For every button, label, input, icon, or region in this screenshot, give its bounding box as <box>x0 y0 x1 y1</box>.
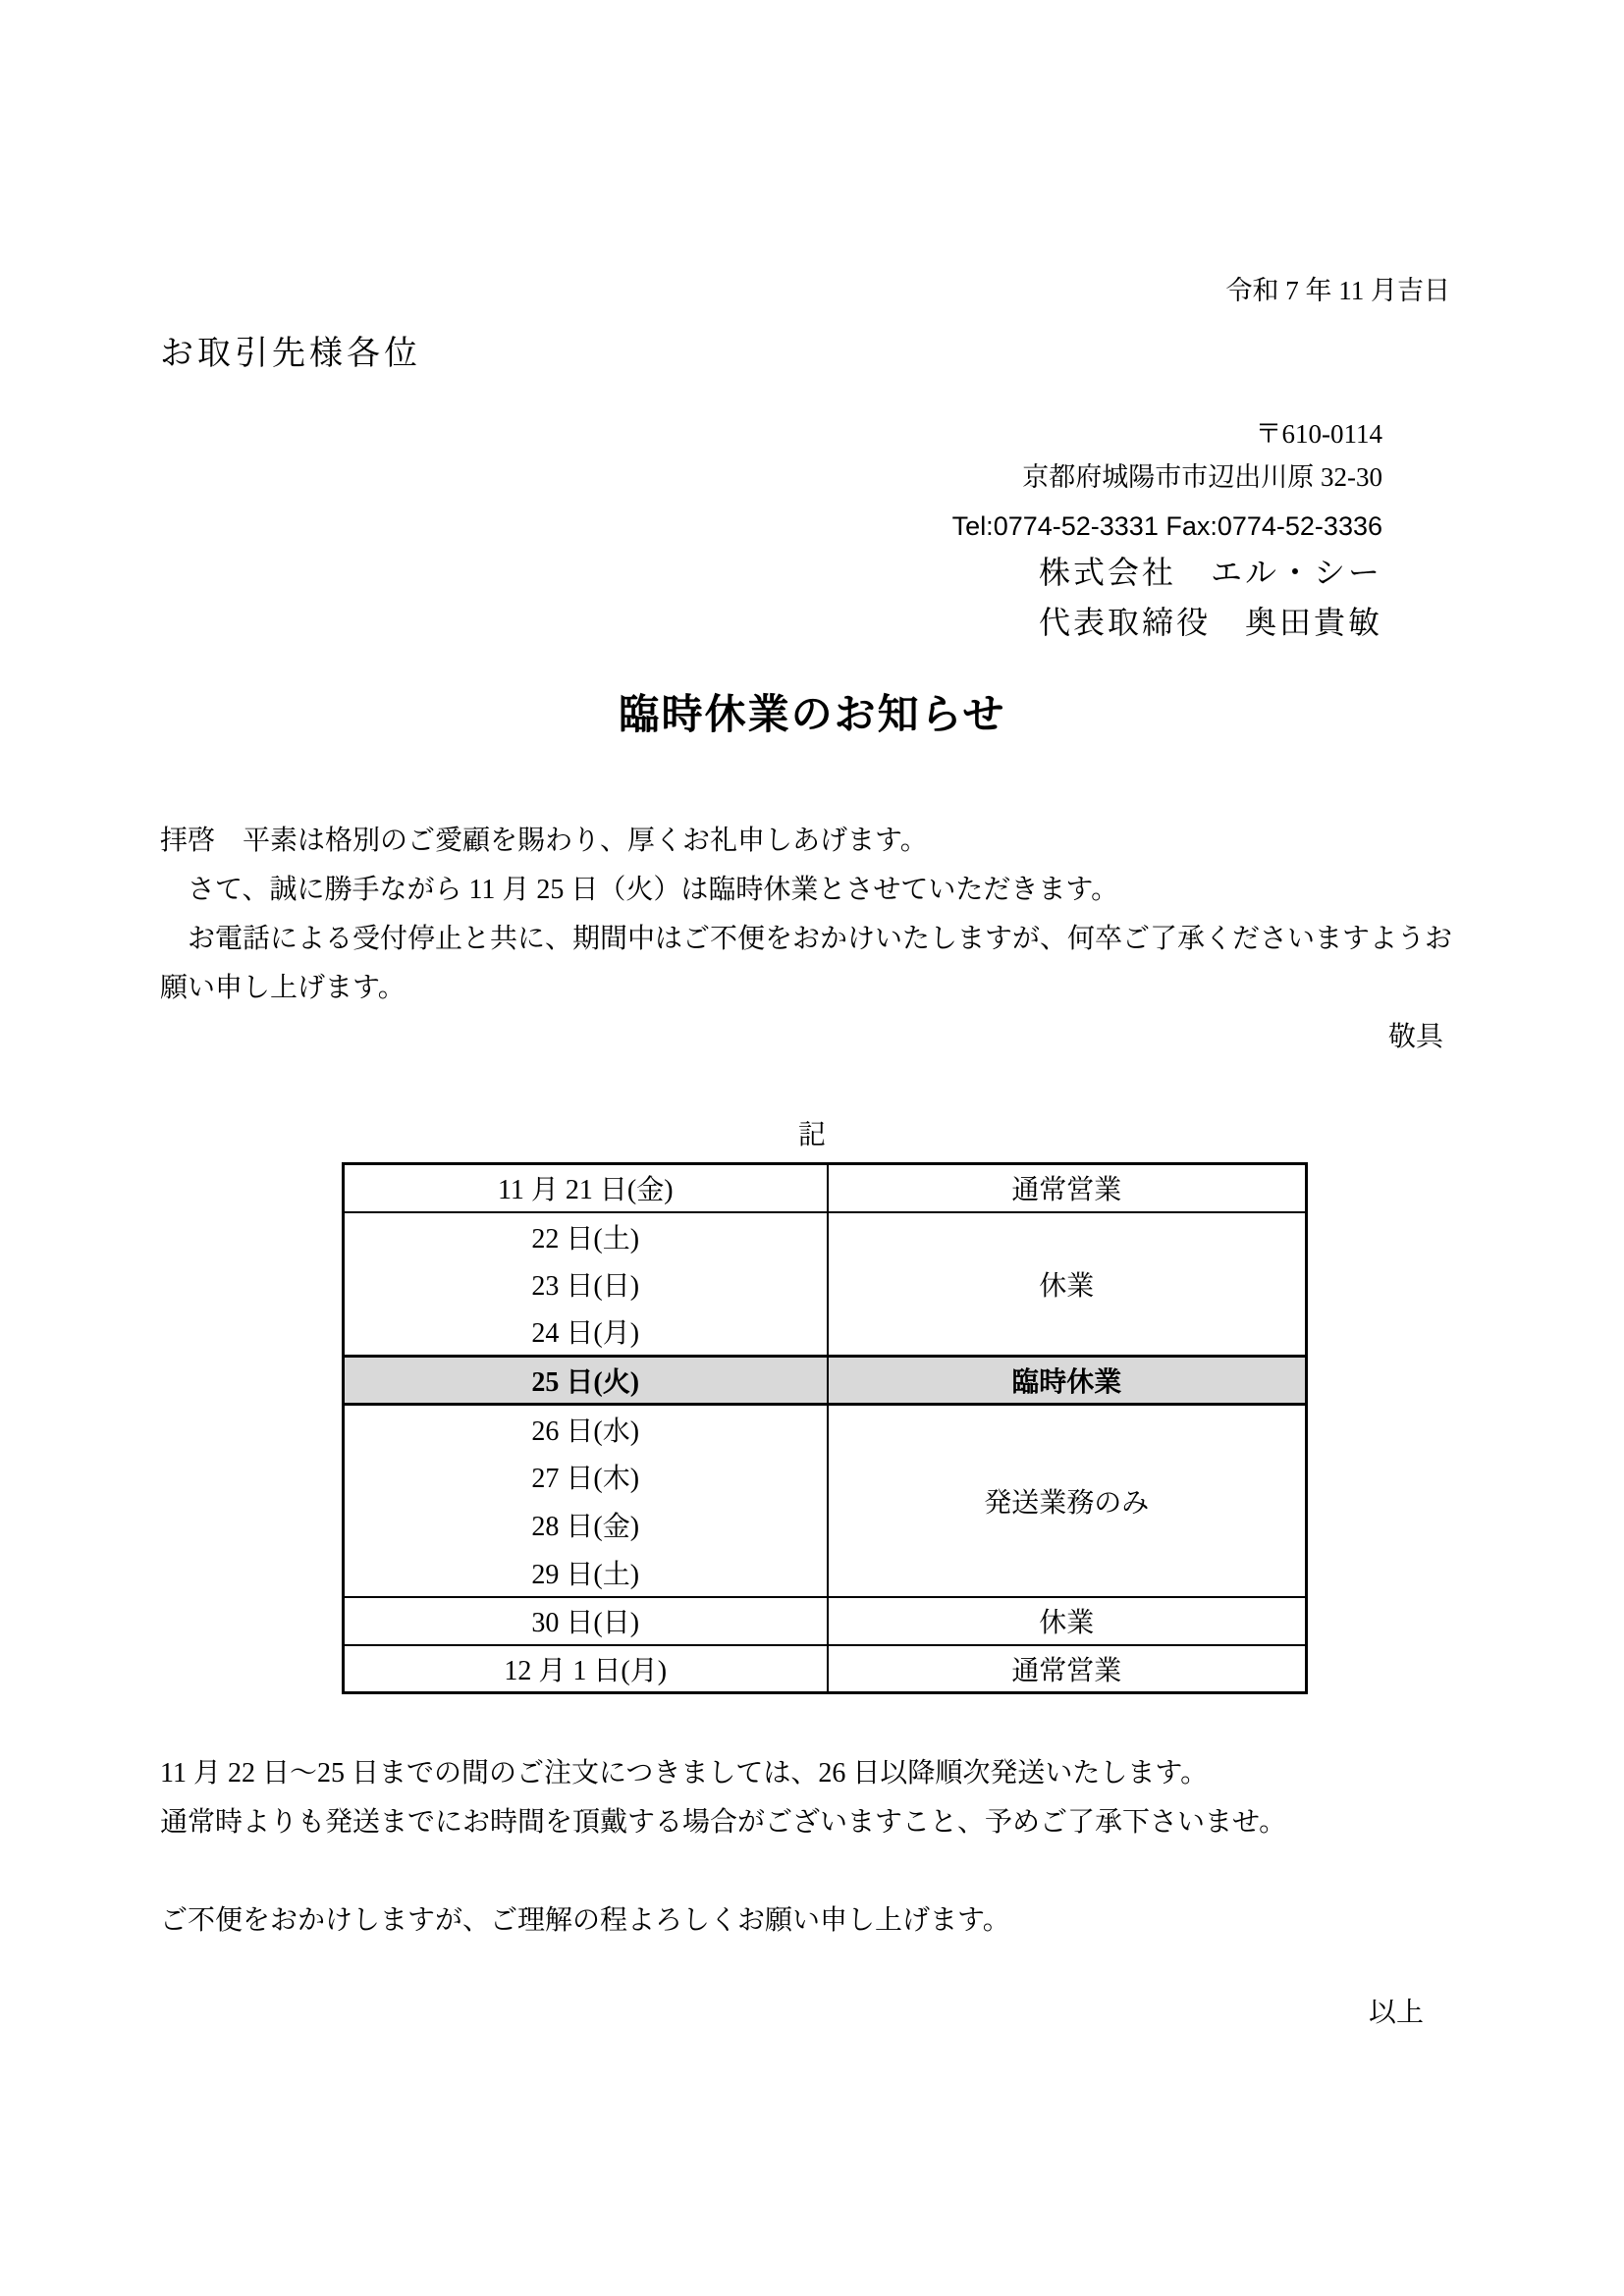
schedule-date-cell: 26 日(水) <box>344 1405 828 1453</box>
sender-postal-code: 〒610-0114 <box>1255 419 1382 449</box>
schedule-status-cell: 休業 <box>828 1597 1307 1645</box>
note-paragraph-2: 通常時よりも発送までにお時間を頂戴する場合がございますこと、予めご了承下さいませ。 <box>160 1807 1287 1838</box>
document-title: 臨時休業のお知らせ <box>618 693 1006 738</box>
schedule-date-cell: 29 日(土) <box>344 1549 828 1597</box>
body-paragraph-1: 拝啓 平素は格別のご愛顧を賜わり、厚くお礼申しあげます。 <box>160 826 928 856</box>
body-block <box>160 817 1464 1013</box>
schedule-status-cell: 臨時休業 <box>828 1357 1307 1405</box>
schedule-date-cell: 11 月 21 日(金) <box>344 1164 828 1212</box>
sender-block <box>160 412 1464 648</box>
schedule-date-cell: 22 日(土) <box>344 1212 828 1260</box>
schedule-table-body <box>344 1164 1307 1693</box>
schedule-row <box>344 1212 1307 1260</box>
schedule-date-cell: 24 日(月) <box>344 1308 828 1357</box>
schedule-row <box>344 1357 1307 1405</box>
schedule-status-cell: 通常営業 <box>828 1645 1307 1693</box>
body-paragraph-2: さて、誠に勝手ながら 11 月 25 日（火）は臨時休業とさせていただきます。 <box>160 875 1119 905</box>
final-note: ご不便をおかけしますが、ご理解の程よろしくお願い申し上げます。 <box>160 1905 1010 1936</box>
sender-address: 京都府城陽市市辺出川原 32-30 <box>1022 462 1382 492</box>
schedule-date-cell: 30 日(日) <box>344 1597 828 1645</box>
sender-tel-fax: Tel:0774-52-3331 Fax:0774-52-3336 <box>951 511 1382 541</box>
body-paragraph-3: お電話による受付停止と共に、期間中はご不便をおかけいたしますが、何卒ご了承くださいますようお願い申し上げます。 <box>160 924 1453 1003</box>
recipient-line: お取引先様各位 <box>160 336 421 372</box>
schedule-status-cell: 通常営業 <box>828 1164 1307 1212</box>
schedule-row <box>344 1405 1307 1453</box>
end-marker: 以上 <box>1368 1998 1424 2028</box>
schedule-row <box>344 1645 1307 1693</box>
record-marker: 記 <box>797 1120 826 1150</box>
sender-company-name: 株式会社 エル・シー <box>1038 555 1382 590</box>
schedule-row <box>344 1164 1307 1212</box>
schedule-date-cell: 28 日(金) <box>344 1501 828 1549</box>
document-date: 令和 7 年 11 月吉日 <box>1225 276 1450 305</box>
schedule-table <box>342 1162 1308 1694</box>
schedule-date-cell: 25 日(火) <box>344 1357 828 1405</box>
schedule-date-cell: 12 月 1 日(月) <box>344 1645 828 1693</box>
schedule-row <box>344 1597 1307 1645</box>
schedule-date-cell: 27 日(木) <box>344 1453 828 1501</box>
closing-keigu: 敬具 <box>1387 1022 1443 1052</box>
notes-block <box>160 1749 1464 1847</box>
schedule-status-cell: 休業 <box>828 1212 1307 1357</box>
sender-representative: 代表取締役 奥田貴敏 <box>1038 605 1382 640</box>
note-paragraph-1: 11 月 22 日～25 日までの間のご注文につきましては、26 日以降順次発送いたします。 <box>160 1758 1209 1789</box>
schedule-status-cell: 発送業務のみ <box>828 1405 1307 1597</box>
schedule-date-cell: 23 日(日) <box>344 1260 828 1308</box>
